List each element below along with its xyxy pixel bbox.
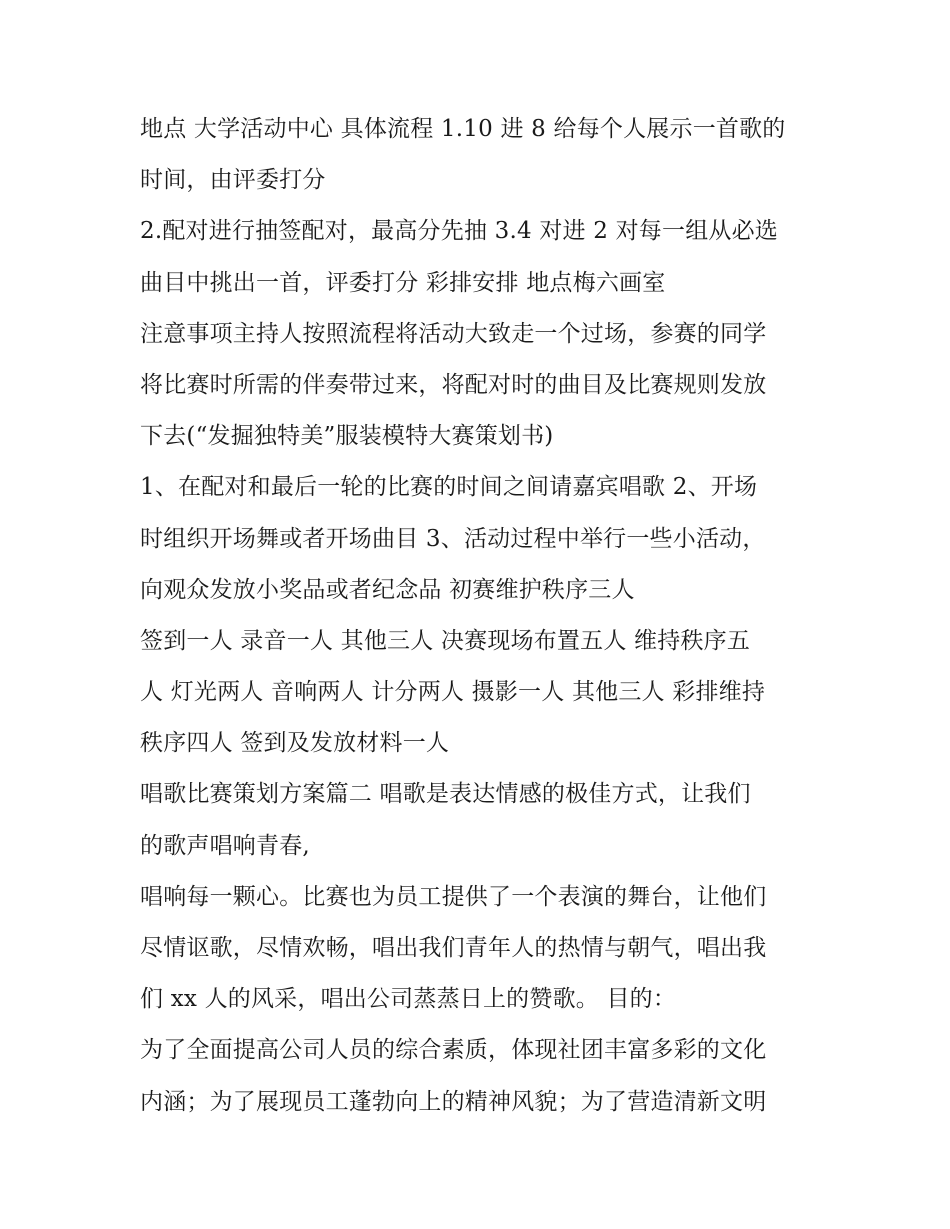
text-line: 曲目中挑出一首，评委打分 彩排安排 地点梅六画室 <box>140 269 666 296</box>
text-line: 尽情讴歌，尽情欢畅，唱出我们青年人的热情与朝气，唱出我 <box>140 935 767 961</box>
text-line: 秩序四人 签到及发放材料一人 <box>140 730 450 757</box>
document-body <box>140 104 830 1128</box>
text-line: 注意事项主持人按照流程将活动大致走一个过场，参赛的同学 <box>140 320 767 347</box>
text-line: 签到一人 录音一人 其他三人 决赛现场布置五人 维持秩序五 <box>140 627 751 654</box>
text-line: 唱响每一颗心。比赛也为员工提供了一个表演的舞台，让他们 <box>140 883 767 910</box>
text-line: 2.配对进行抽签配对，最高分先抽 3.4 对进 2 对每一组从必选 <box>140 218 778 245</box>
text-line: 时组织开场舞或者开场曲目 3、活动过程中举行一些小活动， <box>140 525 766 552</box>
text-line: 内涵；为了展现员工蓬勃向上的精神风貌；为了营造清新文明 <box>140 1088 767 1115</box>
text-line: 将比赛时所需的伴奏带过来，将配对时的曲目及比赛规则发放 <box>140 371 767 398</box>
text-line: 地点 大学活动中心 具体流程 1.10 进 8 给每个人展示一首歌的 <box>140 116 786 142</box>
text-line: 人 灯光两人 音响两人 计分两人 摄影一人 其他三人 彩排维持 <box>140 679 766 706</box>
text-line: 的歌声唱响青春, <box>140 832 310 859</box>
text-line: 为了全面提高公司人员的综合素质，体现社团丰富多彩的文化 <box>140 1037 767 1064</box>
text-line: 时间，由评委打分 <box>140 167 326 194</box>
text-line: 向观众发放小奖品或者纪念品 初赛维护秩序三人 <box>140 576 635 603</box>
text-line: 下去(“发掘独特美”服装模特大赛策划书) <box>140 423 554 450</box>
text-line: 们 xx 人的风采，唱出公司蒸蒸日上的赞歌。 目的： <box>140 986 677 1013</box>
text-line: 唱歌比赛策划方案篇二 唱歌是表达情感的极佳方式，让我们 <box>140 781 751 808</box>
text-line: 1、在配对和最后一轮的比赛的时间之间请嘉宾唱歌 2、开场 <box>140 474 758 501</box>
